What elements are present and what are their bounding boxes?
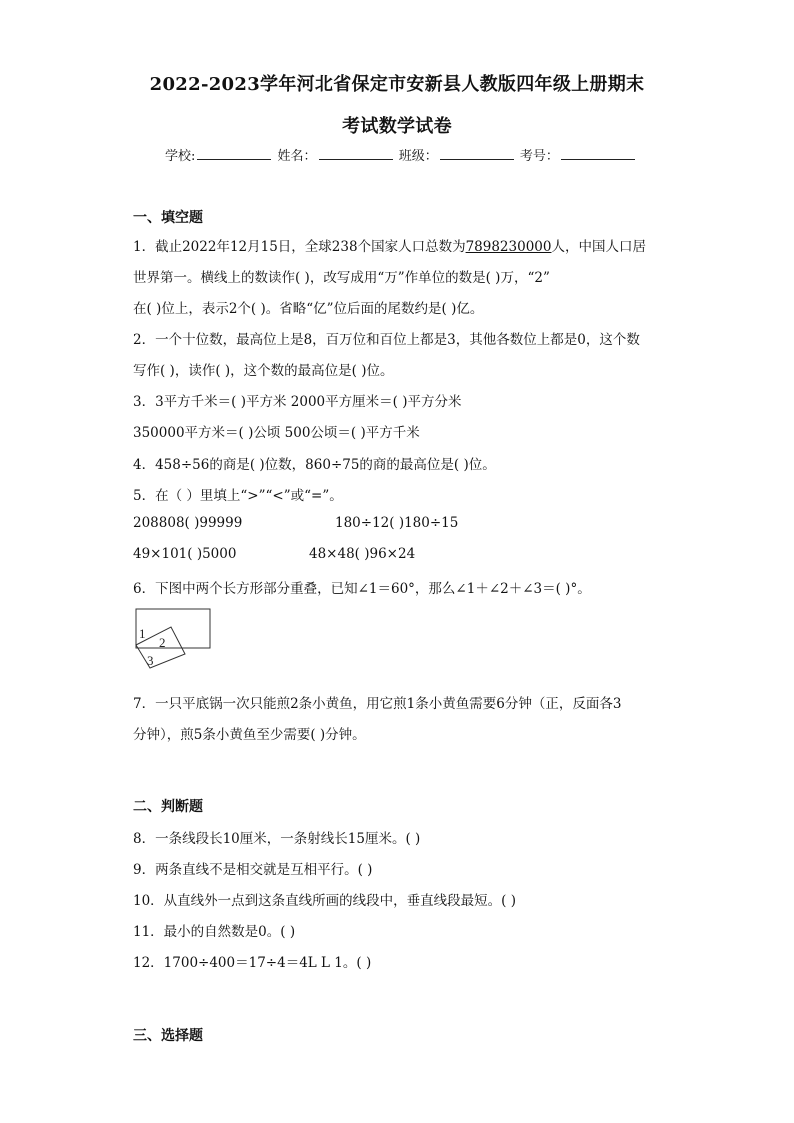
exam-title-line2: 考试数学试卷 <box>342 116 452 137</box>
question-5-row-2-b: 48×48( )96×24 <box>309 546 416 562</box>
question-1-line-3: 在( )位上，表示2个( )。省略“亿”位后面的尾数约是( )亿。 <box>133 301 484 317</box>
section-heading-fill-blank: 一、填空题 <box>133 210 203 226</box>
question-11: 11．最小的自然数是0。( ) <box>133 924 296 940</box>
question-2-line-2: 写作( )，读作( )，这个数的最高位是( )位。 <box>133 363 394 379</box>
question-4: 4．458÷56的商是( )位数，860÷75的商的最高位是( )位。 <box>133 457 496 473</box>
question-3-line-1: 3．3平方千米＝( )平方米 2000平方厘米＝( )平方分米 <box>133 394 462 410</box>
question-5-row-2-a: 49×101( )5000 <box>133 546 237 562</box>
overlapping-rectangles-svg <box>133 608 213 670</box>
class-blank <box>440 146 514 160</box>
angle-label-3: 3 <box>147 653 154 668</box>
question-9: 9．两条直线不是相交就是互相平行。( ) <box>133 862 373 878</box>
school-blank <box>197 146 271 160</box>
question-1-population-number: 7898230000 <box>465 239 552 255</box>
question-1-text-a: 1．截止2022年12月15日，全球238个国家人口总数为 <box>133 239 466 255</box>
question-8: 8．一条线段长10厘米，一条射线长15厘米。( ) <box>133 831 421 847</box>
name-blank <box>319 146 393 160</box>
question-6: 6．下图中两个长方形部分重叠，已知∠1＝60°，那么∠1＋∠2＋∠3＝( )°。 <box>133 581 591 597</box>
question-1-line-2: 世界第一。横线上的数读作( )，改写成用“万”作单位的数是( )万，“2” <box>133 270 550 286</box>
question-5-row-1-b: 180÷12( )180÷15 <box>335 515 459 531</box>
angle-label-2: 2 <box>159 635 166 650</box>
question-2-line-1: 2．一个十位数，最高位上是8，百万位和百位上都是3，其他各数位上都是0，这个数 <box>133 332 640 348</box>
question-1-text-b: 人，中国人口居 <box>551 239 646 255</box>
overlapping-rectangles-figure <box>133 608 213 674</box>
question-5: 5．在（ ）里填上“>”“<”或“=”。 <box>133 488 343 504</box>
question-7-line-2: 分钟），煎5条小黄鱼至少需要( )分钟。 <box>133 727 366 743</box>
student-info-row <box>165 145 637 164</box>
angle-label-1: 1 <box>139 626 146 641</box>
school-label: 学校: <box>165 149 196 164</box>
section-heading-multiple-choice: 三、选择题 <box>133 1028 203 1044</box>
question-1-line-1 <box>133 235 646 255</box>
section-heading-true-false: 二、判断题 <box>133 799 203 815</box>
class-label: 班级： <box>398 149 438 164</box>
number-label: 考号： <box>519 149 559 164</box>
question-12: 12．1700÷400＝17÷4＝4L L 1。( ) <box>133 955 372 971</box>
horizontal-rectangle <box>136 609 210 648</box>
question-7-line-1: 7．一只平底锅一次只能煎2条小黄鱼，用它煎1条小黄鱼需要6分钟（正，反面各3 <box>133 696 622 712</box>
number-blank <box>561 146 635 160</box>
question-10: 10．从直线外一点到这条直线所画的线段中，垂直线段最短。( ) <box>133 893 517 909</box>
question-5-row-1-a: 208808( )99999 <box>133 515 243 531</box>
question-3-line-2: 350000平方米＝( )公顷 500公顷＝( )平方千米 <box>133 425 420 441</box>
exam-title-line1: 2022-2023学年河北省保定市安新县人教版四年级上册期末 <box>149 74 645 95</box>
name-label: 姓名： <box>277 149 317 164</box>
